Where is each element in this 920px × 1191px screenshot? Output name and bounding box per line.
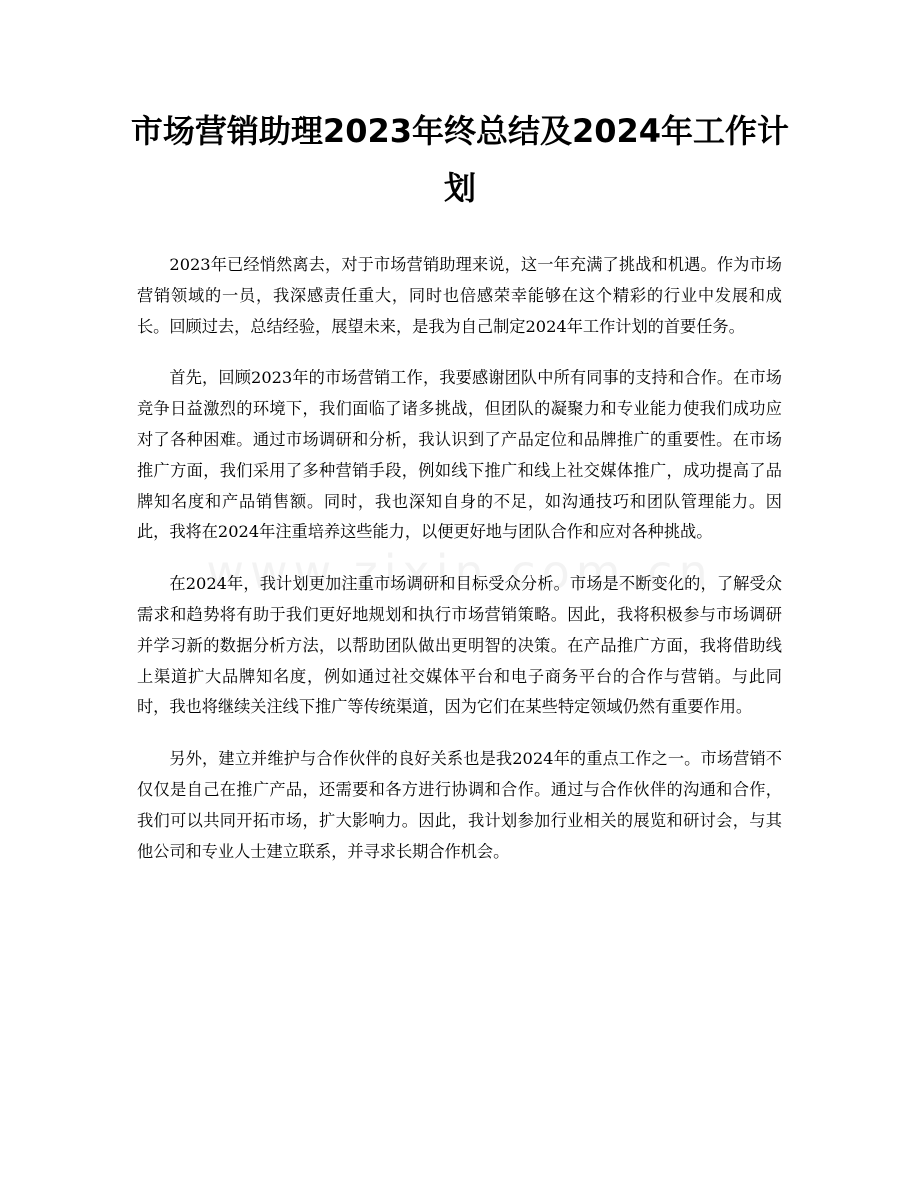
paragraph-1: 2023年已经悄然离去，对于市场营销助理来说，这一年充满了挑战和机遇。作为市场营销领域的一员，我深感责任重大，同时也倍感荣幸能够在这个精彩的行业中发展和成长。回顾过去，总结经验，展望未来，是我为自己制定2024年工作计划的首要任务。 — [137, 255, 782, 336]
paragraph-2: 首先，回顾2023年的市场营销工作，我要感谢团队中所有同事的支持和合作。在市场竞争日益激烈的环境下，我们面临了诸多挑战，但团队的凝聚力和专业能力使我们成功应对了各种困难。通过市场调研和分析，我认识到了产品定位和品牌推广的重要性。在市场推广方面，我们采用了多种营销手段，例如线下推广和线上社交媒体推广，成功提高了品牌知名度和产品销售额。同时，我也深知自身的不足，如沟通技巧和团队管理能力。因此，我将在2024年注重培养这些能力，以便更好地与团队合作和应对各种挑战。 — [137, 368, 782, 542]
paragraph-4: 另外，建立并维护与合作伙伴的良好关系也是我2024年的重点工作之一。市场营销不仅仅是自己在推广产品，还需要和各方进行协调和合作。通过与合作伙伴的沟通和合作，我们可以共同开拓市场，扩大影响力。因此，我计划参加行业相关的展览和研讨会，与其他公司和专业人士建立联系，并寻求长期合作机会。 — [137, 749, 782, 861]
paragraph-3: 在2024年，我计划更加注重市场调研和目标受众分析。市场是不断变化的，了解受众需求和趋势将有助于我们更好地规划和执行市场营销策略。因此，我将积极参与市场调研并学习新的数据分析方法，以帮助团队做出更明智的决策。在产品推广方面，我将借助线上渠道扩大品牌知名度，例如通过社交媒体平台和电子商务平台的合作与营销。与此同时，我也将继续关注线下推广等传统渠道，因为它们在某些特定领域仍然有重要作用。 — [137, 574, 782, 717]
document-title: 市场营销助理2023年终总结及2024年工作计划 — [130, 112, 790, 207]
document-body — [137, 250, 782, 888]
